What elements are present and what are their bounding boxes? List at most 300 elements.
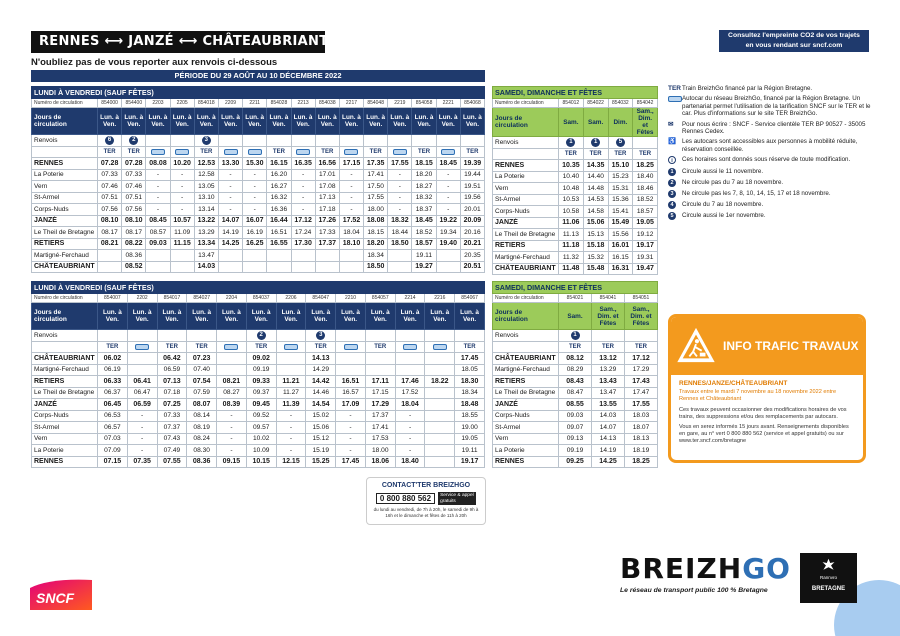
- departure-time: 18.45: [436, 158, 460, 170]
- legend-icon: [668, 190, 682, 198]
- station-name: Vern: [493, 433, 559, 445]
- departure-time: 09.03: [146, 238, 170, 250]
- departure-time: 15.49: [608, 217, 633, 229]
- station-name: La Poterie: [32, 169, 98, 181]
- days-of-operation: Lun. à Ven.: [267, 108, 291, 135]
- departure-time: 07.46: [122, 181, 146, 193]
- footnote-badge[interactable]: 1: [591, 138, 600, 147]
- departure-time: 14.19: [592, 445, 625, 457]
- departure-time: 15.06: [306, 422, 336, 434]
- breizhgo-tagline: Le réseau de transport public 100 % Bretagne: [620, 587, 768, 594]
- days-of-operation: Lun. à Ven.: [339, 108, 363, 135]
- departure-time: -: [336, 445, 366, 457]
- departure-time: -: [276, 410, 306, 422]
- departure-time: 16.15: [267, 158, 291, 170]
- departure-time: [218, 261, 242, 273]
- days-of-operation: Lun. à Ven.: [276, 303, 306, 330]
- days-of-operation: Sam., Dim. et Fêtes: [633, 108, 658, 137]
- departure-time: 08.17: [122, 227, 146, 239]
- train-number: 854067: [455, 294, 485, 303]
- footnote-icon: 5: [668, 212, 676, 220]
- mode-cell: [194, 147, 218, 158]
- mode-cell: [267, 147, 291, 158]
- days-label: Jours de circulation: [493, 303, 559, 330]
- departure-time: 18.20: [412, 169, 436, 181]
- mode-spacer: [493, 149, 559, 160]
- table-row: [32, 204, 485, 216]
- renvoi-cell: [559, 330, 592, 342]
- traffic-info-panel: [668, 314, 866, 463]
- departure-time: 17.12: [625, 353, 658, 365]
- renvoi-cell: [625, 330, 658, 342]
- departure-time: 08.12: [559, 353, 592, 365]
- renvoi-cell: [267, 135, 291, 147]
- departure-time: [365, 353, 395, 365]
- departure-time: 18.07: [625, 422, 658, 434]
- departure-time: 07.09: [98, 445, 128, 457]
- days-of-operation: Lun. à Ven.: [127, 303, 157, 330]
- departure-time: 14.03: [592, 410, 625, 422]
- ter-label: TER: [374, 344, 387, 350]
- train-number-label: Numéro de circulation: [32, 99, 98, 108]
- footnote-badge[interactable]: 3: [316, 331, 325, 340]
- legend-text: Circule du 7 au 18 novembre.: [682, 200, 764, 208]
- station-name: Corps-Nuds: [32, 204, 98, 216]
- departure-time: 18.57: [633, 206, 658, 218]
- departure-time: 06.37: [98, 387, 128, 399]
- departure-time: 13.14: [194, 204, 218, 216]
- contact-phone-number[interactable]: 0 800 880 562: [376, 493, 435, 504]
- mode-cell: [146, 147, 170, 158]
- departure-time: 19.39: [460, 158, 484, 170]
- departure-time: 17.11: [365, 376, 395, 388]
- mode-cell: [633, 149, 658, 160]
- station-name: Martigné-Ferchaud: [32, 250, 98, 262]
- departure-time: [315, 250, 339, 262]
- days-of-operation: Lun. à Ven.: [436, 108, 460, 135]
- departure-time: 17.01: [315, 169, 339, 181]
- departure-time: -: [276, 422, 306, 434]
- departure-time: 08.55: [559, 399, 592, 411]
- mode-cell: [425, 342, 455, 353]
- traffic-text-1: Ces travaux peuvent occasionner des modifications horaires de vos trains, des suppressions et/ou des remplacements par autocars.: [679, 407, 847, 420]
- departure-time: 13.29: [194, 227, 218, 239]
- footnote-badge[interactable]: 1: [566, 138, 575, 147]
- departure-time: 16.25: [243, 238, 267, 250]
- sncf-logo: [30, 578, 92, 612]
- departure-time: [388, 250, 412, 262]
- departure-time: 18.05: [455, 364, 485, 376]
- departure-time: 18.04: [339, 227, 363, 239]
- departure-time: -: [218, 169, 242, 181]
- departure-time: 16.20: [267, 169, 291, 181]
- ter-label: TER: [569, 344, 581, 350]
- train-number: 854000: [98, 99, 122, 108]
- days-of-operation: Lun. à Ven.: [194, 108, 218, 135]
- departure-time: 15.10: [608, 160, 633, 172]
- ter-label: TER: [255, 344, 268, 350]
- days-of-operation: Lun. à Ven.: [455, 303, 485, 330]
- departure-time: -: [170, 181, 194, 193]
- days-label: Jours de circulation: [32, 108, 98, 135]
- departure-time: [170, 261, 194, 273]
- departure-time: 16.51: [336, 376, 366, 388]
- departure-time: -: [170, 192, 194, 204]
- timetable-weekend-rennes-chateaubriant: [492, 86, 658, 275]
- train-number: 2216: [425, 294, 455, 303]
- departure-time: 17.12: [291, 215, 315, 227]
- departure-time: 15.25: [306, 456, 336, 468]
- station-name: Vern: [493, 183, 559, 195]
- departure-time: 15.13: [583, 229, 608, 241]
- renvoi-cell: [425, 330, 455, 342]
- legend-item: [668, 156, 873, 164]
- table-row: [32, 410, 485, 422]
- train-number: 854051: [625, 294, 658, 303]
- departure-time: -: [127, 422, 157, 434]
- station-name: La Poterie: [493, 445, 559, 457]
- departure-time: 08.24: [187, 433, 217, 445]
- departure-time: 17.08: [315, 181, 339, 193]
- ter-label: TER: [103, 149, 116, 155]
- table-row: [493, 456, 658, 468]
- departure-time: 06.59: [127, 399, 157, 411]
- departure-time: 17.15: [365, 387, 395, 399]
- departure-time: [127, 353, 157, 365]
- train-icon: TER: [668, 85, 681, 92]
- departure-time: 20.51: [460, 261, 484, 273]
- train-number: 2205: [170, 99, 194, 108]
- footnote-badge[interactable]: 6: [105, 136, 114, 145]
- table-row: [32, 353, 485, 365]
- mode-cell: [608, 149, 633, 160]
- departure-time: 11.48: [559, 263, 584, 275]
- legend-icon: [668, 121, 682, 128]
- departure-time: [425, 399, 455, 411]
- departure-time: 06.57: [98, 422, 128, 434]
- departure-time: 14.13: [306, 353, 336, 365]
- station-name: Corps-Nuds: [493, 206, 559, 218]
- departure-time: 18.57: [412, 238, 436, 250]
- bus-icon: [296, 149, 310, 155]
- table-row: [32, 250, 485, 262]
- footnote-badge[interactable]: 5: [616, 138, 625, 147]
- departure-time: 07.56: [122, 204, 146, 216]
- train-number: 2204: [217, 294, 247, 303]
- co2-info-box[interactable]: [719, 30, 869, 52]
- renvoi-cell: [336, 330, 366, 342]
- table-row: [32, 387, 485, 399]
- renvoi-cell: [218, 135, 242, 147]
- mode-cell: [218, 147, 242, 158]
- train-number-label: Numéro de circulation: [493, 294, 559, 303]
- departure-time: 10.15: [246, 456, 276, 468]
- departure-time: 19.11: [455, 445, 485, 457]
- departure-time: 16.35: [291, 158, 315, 170]
- mode-cell: [559, 342, 592, 353]
- departure-time: [388, 261, 412, 273]
- departure-time: -: [336, 433, 366, 445]
- departure-time: 17.45: [455, 353, 485, 365]
- renvoi-cell: [364, 135, 388, 147]
- bus-icon: [151, 149, 165, 155]
- table-header: SAMEDI, DIMANCHE ET FÊTES: [493, 87, 658, 99]
- departure-time: -: [276, 445, 306, 457]
- legend-text: Pour nous écrire : SNCF - Service clientèle TER BP 90527 - 35005 Rennes Cedex.: [682, 120, 866, 136]
- table-row: [493, 433, 658, 445]
- legend-icon: [668, 179, 682, 187]
- table-row: [32, 364, 485, 376]
- renvoi-cell: [187, 330, 217, 342]
- departure-time: [336, 353, 366, 365]
- departure-time: 15.41: [608, 206, 633, 218]
- footnote-badge[interactable]: 3: [202, 136, 211, 145]
- departure-time: 17.33: [315, 227, 339, 239]
- renvoi-cell: [455, 330, 485, 342]
- bus-icon: [344, 344, 358, 350]
- station-name: RETIERS: [32, 376, 98, 388]
- departure-time: 17.43: [625, 376, 658, 388]
- departure-time: 06.59: [157, 364, 187, 376]
- departure-time: 17.24: [291, 227, 315, 239]
- table-row: [493, 263, 658, 275]
- table-row: [493, 229, 658, 241]
- renvoi-cell: [243, 135, 267, 147]
- renvoi-cell: [339, 135, 363, 147]
- days-of-operation: Sam.: [559, 108, 584, 137]
- footnote-icon: 4: [668, 201, 676, 209]
- departure-time: 20.21: [460, 238, 484, 250]
- days-of-operation: Lun. à Ven.: [291, 108, 315, 135]
- departure-time: -: [436, 181, 460, 193]
- renvoi-cell: [127, 330, 157, 342]
- departure-time: 15.30: [243, 158, 267, 170]
- departure-time: 15.02: [306, 410, 336, 422]
- departure-time: 08.47: [559, 387, 592, 399]
- days-of-operation: Lun. à Ven.: [336, 303, 366, 330]
- station-name: RENNES: [32, 456, 98, 468]
- departure-time: 18.52: [633, 194, 658, 206]
- departure-time: 18.00: [365, 445, 395, 457]
- mode-cell: [388, 147, 412, 158]
- departure-time: 15.19: [306, 445, 336, 457]
- departure-time: 18.27: [412, 181, 436, 193]
- legend-text: Circule aussi le 1er novembre.: [682, 211, 766, 219]
- departure-time: 09.33: [246, 376, 276, 388]
- mode-cell: [127, 342, 157, 353]
- departure-time: 17.18: [315, 204, 339, 216]
- footnote-badge[interactable]: 1: [571, 331, 580, 340]
- mode-cell: [460, 147, 484, 158]
- departure-time: 11.18: [559, 240, 584, 252]
- departure-time: 13.10: [194, 192, 218, 204]
- ter-label: TER: [314, 344, 327, 350]
- departure-time: 18.44: [388, 227, 412, 239]
- region-bretagne-logo: [800, 553, 857, 603]
- departure-time: 08.07: [187, 399, 217, 411]
- mode-cell: [395, 342, 425, 353]
- station-name: Le Theil de Bretagne: [32, 387, 98, 399]
- days-of-operation: Dim.: [608, 108, 633, 137]
- train-number: 2217: [339, 99, 363, 108]
- departure-time: 13.12: [592, 353, 625, 365]
- departure-time: 12.58: [194, 169, 218, 181]
- train-number: 854012: [559, 99, 584, 108]
- train-number: 2211: [243, 99, 267, 108]
- days-of-operation: Lun. à Ven.: [306, 303, 336, 330]
- station-name: St-Armel: [493, 422, 559, 434]
- departure-time: 09.19: [559, 445, 592, 457]
- mode-cell: [276, 342, 306, 353]
- departure-time: 18.34: [455, 387, 485, 399]
- departure-time: 18.46: [633, 183, 658, 195]
- departure-time: 16.51: [267, 227, 291, 239]
- table-row: [32, 227, 485, 239]
- renvoi-cell: [365, 330, 395, 342]
- mode-spacer: [493, 342, 559, 353]
- departure-time: 06.33: [98, 376, 128, 388]
- table-row: [493, 410, 658, 422]
- departure-time: 17.53: [365, 433, 395, 445]
- table-row: [32, 433, 485, 445]
- departure-time: 18.52: [412, 227, 436, 239]
- departure-time: 06.42: [157, 353, 187, 365]
- bus-icon: [248, 149, 262, 155]
- departure-time: 18.00: [364, 204, 388, 216]
- train-number: 2213: [291, 99, 315, 108]
- departure-time: 14.48: [583, 183, 608, 195]
- legend-item: [668, 95, 873, 117]
- station-name: La Poterie: [32, 445, 98, 457]
- departure-time: [98, 250, 122, 262]
- departure-time: [291, 261, 315, 273]
- station-name: CHÂTEAUBRIANT: [493, 353, 559, 365]
- departure-time: 14.46: [306, 387, 336, 399]
- days-of-operation: Lun. à Ven.: [98, 108, 122, 135]
- days-of-operation: Lun. à Ven.: [98, 303, 128, 330]
- departure-time: [339, 250, 363, 262]
- departure-time: 13.34: [194, 238, 218, 250]
- station-name: RETIERS: [32, 238, 98, 250]
- departure-time: 10.40: [559, 171, 584, 183]
- departure-time: 14.35: [583, 160, 608, 172]
- departure-time: 14.19: [218, 227, 242, 239]
- departure-time: 19.51: [460, 181, 484, 193]
- departure-time: 14.07: [218, 215, 242, 227]
- footnote-badge[interactable]: 2: [129, 136, 138, 145]
- days-of-operation: Lun. à Ven.: [412, 108, 436, 135]
- departure-time: -: [218, 204, 242, 216]
- departure-time: 08.36: [187, 456, 217, 468]
- departure-time: -: [339, 181, 363, 193]
- footnote-badge[interactable]: 2: [257, 331, 266, 340]
- departure-time: [276, 353, 306, 365]
- legend-item: [668, 190, 873, 198]
- train-number: 854041: [592, 294, 625, 303]
- traffic-text-2[interactable]: Vous en serez informés 15 jours avant. Renseignements disponibles en gare, au n° vert 0 800 880 562 (service et appel gratuits) ou sur www.ter.sncf.com/bretagne: [679, 424, 849, 444]
- table-header: LUNDI À VENDREDI (SAUF FÊTES): [32, 282, 485, 294]
- departure-time: 08.57: [146, 227, 170, 239]
- departure-time: [243, 261, 267, 273]
- departure-time: -: [291, 181, 315, 193]
- departure-time: 07.13: [157, 376, 187, 388]
- co2-line-1: Consultez l'empreinte CO2 de vos trajets: [728, 32, 860, 39]
- renvois-label: Renvois: [32, 135, 98, 147]
- ter-label: TER: [200, 149, 213, 155]
- departure-time: 14.29: [306, 364, 336, 376]
- departure-time: -: [388, 204, 412, 216]
- departure-time: 11.13: [559, 229, 584, 241]
- departure-time: -: [291, 192, 315, 204]
- departure-time: 11.39: [276, 399, 306, 411]
- mode-spacer: [32, 342, 98, 353]
- timetable-weekend-chateaubriant-rennes: [492, 281, 658, 468]
- departure-time: 17.41: [364, 169, 388, 181]
- departure-time: 18.30: [455, 376, 485, 388]
- departure-time: 13.43: [592, 376, 625, 388]
- table-row: [493, 194, 658, 206]
- mode-cell: [336, 342, 366, 353]
- departure-time: [218, 250, 242, 262]
- page-subtitle: N'oubliez pas de vous reporter aux renvois ci-dessous: [31, 57, 278, 68]
- departure-time: -: [395, 445, 425, 457]
- departure-time: 07.15: [98, 456, 128, 468]
- train-number: 2206: [276, 294, 306, 303]
- departure-time: 08.29: [559, 364, 592, 376]
- departure-time: 20.35: [460, 250, 484, 262]
- departure-time: 11.27: [276, 387, 306, 399]
- train-number: 2221: [436, 99, 460, 108]
- bus-icon: [224, 344, 238, 350]
- table-row: [32, 456, 485, 468]
- renvoi-cell: [217, 330, 247, 342]
- renvoi-cell: [395, 330, 425, 342]
- ter-label: TER: [466, 149, 479, 155]
- days-of-operation: Sam.: [583, 108, 608, 137]
- departure-time: -: [276, 433, 306, 445]
- renvoi-cell: [157, 330, 187, 342]
- departure-time: -: [291, 169, 315, 181]
- days-of-operation: Sam., Dim. et Fêtes: [592, 303, 625, 330]
- departure-time: 11.06: [559, 217, 584, 229]
- renvoi-cell: [436, 135, 460, 147]
- departure-time: [146, 250, 170, 262]
- days-of-operation: Lun. à Ven.: [157, 303, 187, 330]
- station-name: RENNES: [32, 158, 98, 170]
- days-of-operation: Lun. à Ven.: [425, 303, 455, 330]
- days-of-operation: Lun. à Ven.: [243, 108, 267, 135]
- departure-time: 07.49: [157, 445, 187, 457]
- table-row: [493, 217, 658, 229]
- train-number: 854047: [306, 294, 336, 303]
- days-of-operation: Sam.: [559, 303, 592, 330]
- table-row: [32, 445, 485, 457]
- departure-time: 19.34: [436, 227, 460, 239]
- bus-icon: [135, 344, 149, 350]
- mode-cell: [315, 147, 339, 158]
- ter-label: TER: [564, 151, 577, 157]
- table-row: [493, 240, 658, 252]
- departure-time: 09.03: [559, 410, 592, 422]
- departure-time: 13.30: [218, 158, 242, 170]
- departure-time: 10.20: [170, 158, 194, 170]
- renvoi-cell: [306, 330, 336, 342]
- train-number: 854068: [460, 99, 484, 108]
- station-name: St-Armel: [32, 192, 98, 204]
- station-name: JANZÉ: [32, 399, 98, 411]
- days-of-operation: Lun. à Ven.: [217, 303, 247, 330]
- renvoi-cell: [388, 135, 412, 147]
